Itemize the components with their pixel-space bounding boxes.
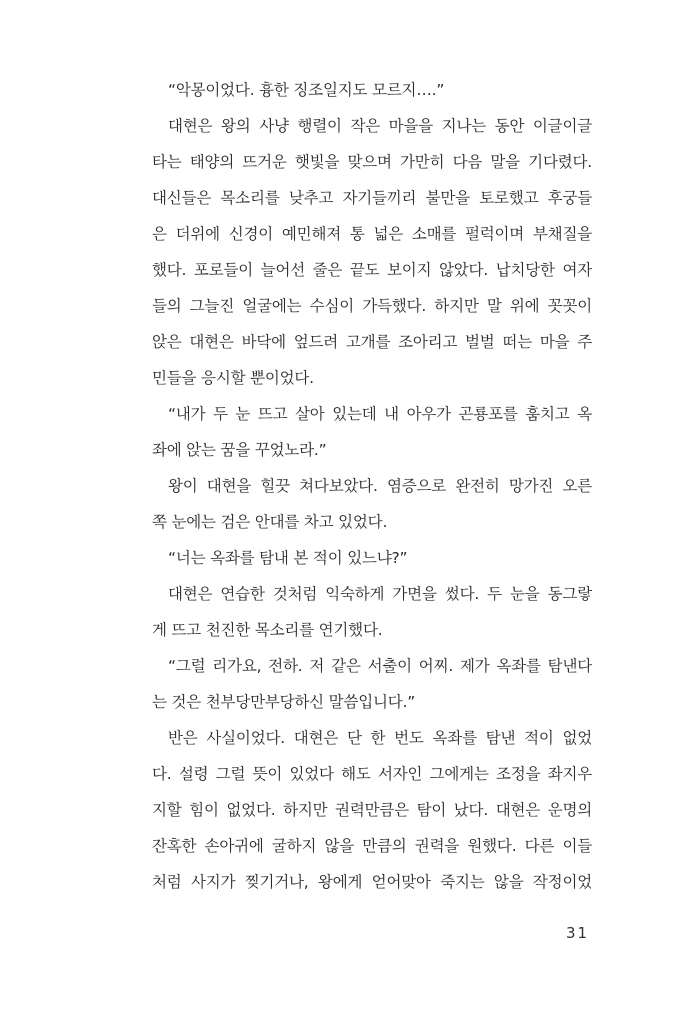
text-line: 대현은 연습한 것처럼 익숙하게 가면을 썼다. 두 눈을 동그랗	[168, 585, 592, 603]
text-line: 왕이 대현을 힐끗 쳐다보았다. 염증으로 완전히 망가진 오른	[168, 477, 592, 495]
text-line: “너는 옥좌를 탐내 본 적이 있느냐?”	[168, 549, 408, 567]
text-line: 지할 힘이 없었다. 하지만 권력만큼은 탐이 났다. 대현은 운명의	[152, 801, 592, 819]
text-line: 대현은 왕의 사냥 행렬이 작은 마을을 지나는 동안 이글이글	[168, 117, 592, 135]
text-line: 했다. 포로들이 늘어선 줄은 끝도 보이지 않았다. 납치당한 여자	[152, 261, 592, 279]
text-line: 다. 설령 그럴 뜻이 있었다 해도 서자인 그에게는 조정을 좌지우	[152, 765, 592, 783]
text-line: 게 뜨고 천진한 목소리를 연기했다.	[152, 621, 383, 639]
text-line: 반은 사실이었다. 대현은 단 한 번도 옥좌를 탐낸 적이 없었	[168, 729, 592, 747]
text-line: 앉은 대현은 바닥에 엎드려 고개를 조아리고 벌벌 떠는 마을 주	[152, 333, 592, 351]
text-line: “내가 두 눈 뜨고 살아 있는데 내 아우가 곤룡포를 훔치고 옥	[168, 405, 592, 423]
text-line: 들의 그늘진 얼굴에는 수심이 가득했다. 하지만 말 위에 꼿꼿이	[152, 297, 592, 315]
text-line: “그럴 리가요, 전하. 저 같은 서출이 어찌. 제가 옥좌를 탐낸다	[168, 657, 592, 675]
text-line: 처럼 사지가 찢기거나, 왕에게 얻어맞아 죽지는 않을 작정이었	[152, 873, 592, 891]
text-line: 민들을 응시할 뿐이었다.	[152, 369, 314, 387]
text-line: 는 것은 천부당만부당하신 말씀입니다.”	[152, 693, 416, 711]
text-line: 대신들은 목소리를 낮추고 자기들끼리 불만을 토로했고 후궁들	[152, 189, 592, 207]
text-line: 잔혹한 손아귀에 굴하지 않을 만큼의 권력을 원했다. 다른 이들	[152, 837, 592, 855]
text-line: 은 더위에 신경이 예민해져 통 넓은 소매를 펄럭이며 부채질을	[152, 225, 592, 243]
page-number: 31	[566, 924, 590, 942]
text-line: 좌에 앉는 꿈을 꾸었노라.”	[152, 441, 327, 459]
text-line: “악몽이었다. 흉한 징조일지도 모르지….”	[168, 81, 445, 99]
text-line: 쪽 눈에는 검은 안대를 차고 있었다.	[152, 513, 388, 531]
text-line: 타는 태양의 뜨거운 햇빛을 맞으며 가만히 다음 말을 기다렸다.	[152, 153, 592, 171]
body-text	[152, 72, 592, 900]
